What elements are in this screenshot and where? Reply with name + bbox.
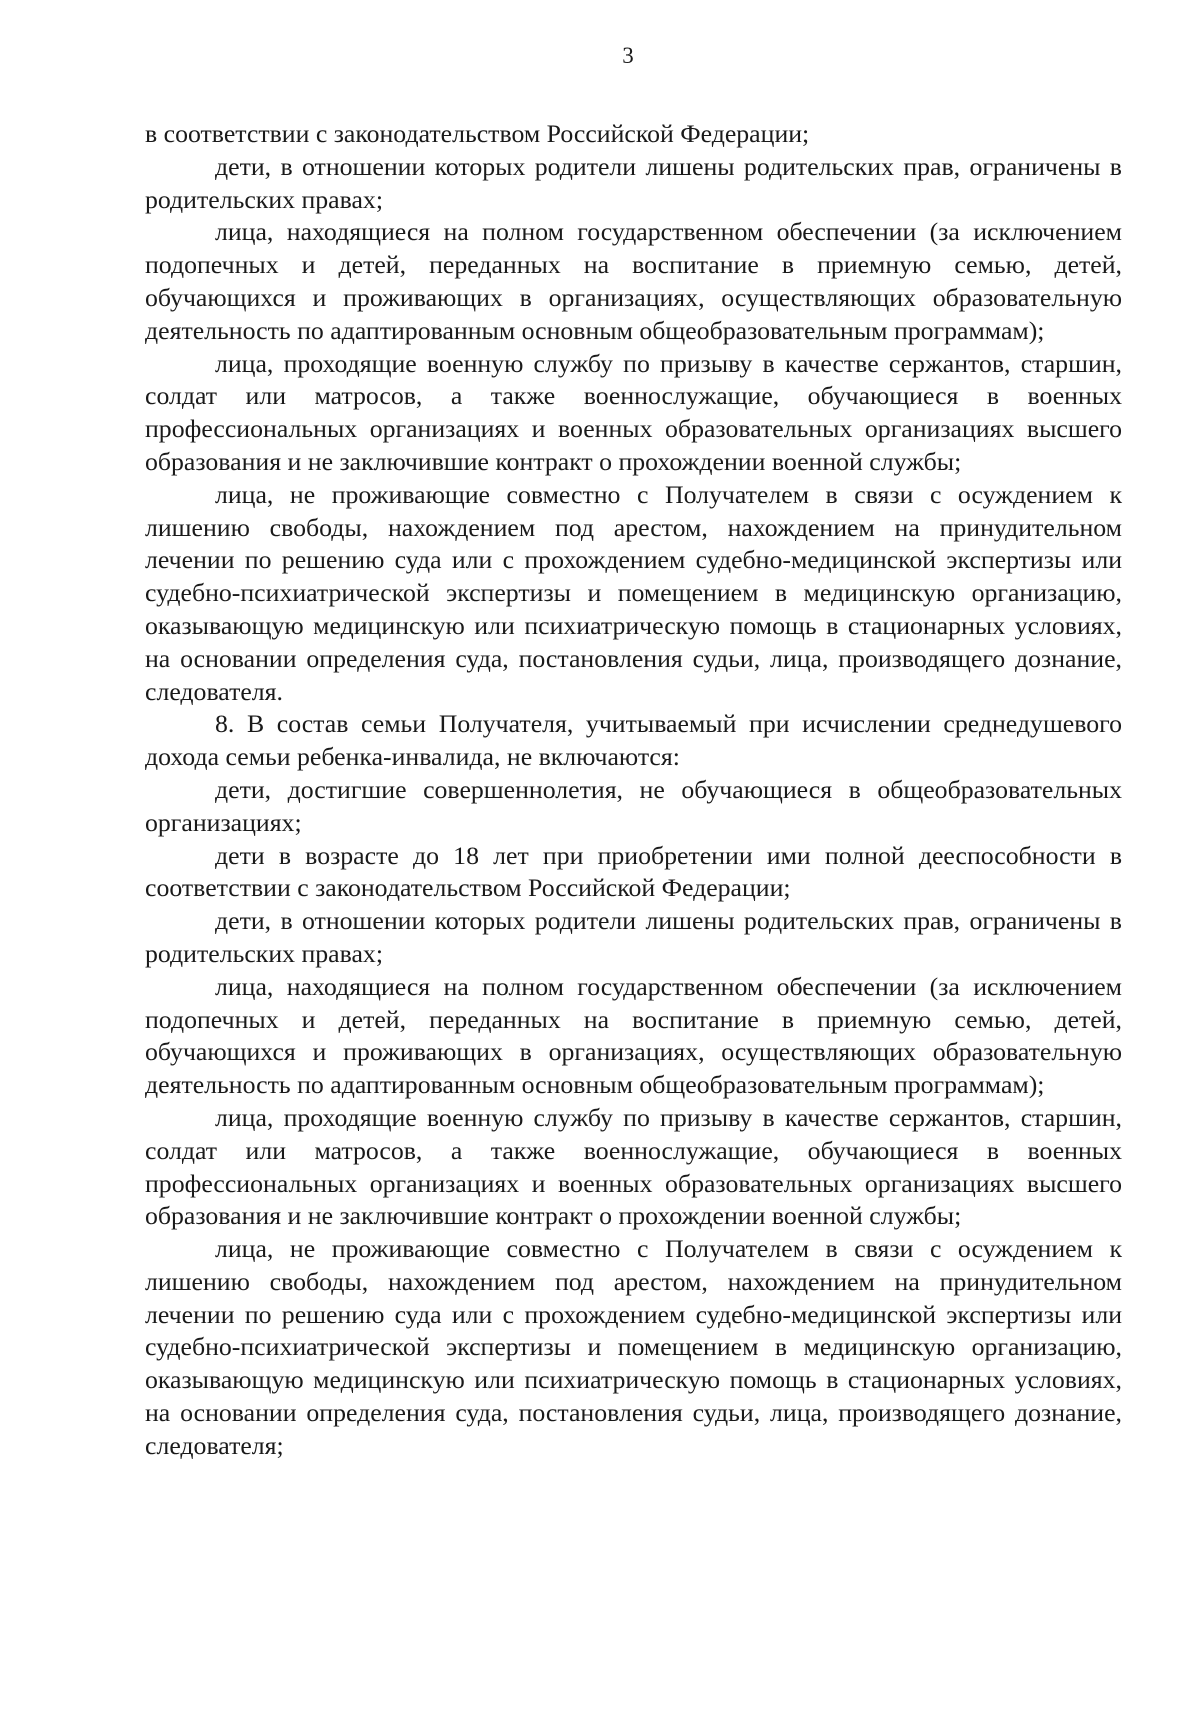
paragraph: дети в возрасте до 18 лет при приобретении ими полной дееспособности в соответствии с законодательством Российской Федерации; [145,840,1122,903]
paragraph: лица, проходящие военную службу по призыву в качестве сержантов, старшин, солдат или матросов, а также военнослужащие, обучающиеся в военных профессиональных организациях и военных образовательных организациях высшего образования и не заключившие контракт о прохождении военной службы; [145,348,1122,476]
paragraph: лица, не проживающие совместно с Получателем в связи с осуждением к лишению свободы, нахождением под арестом, нахождением на принудительном лечении по решению суда или с прохождением судебно-медицинской экспертизы или судебно-психиатрической экспертизы и помещением в медицинскую организацию, оказывающую медицинскую или психиатрическую помощь в стационарных условиях, на основании определения суда, постановления судьи, лица, производящего дознание, следователя; [145,1234,1122,1460]
paragraph: дети, достигшие совершеннолетия, не обучающиеся в общеобразовательных организациях; [145,774,1122,837]
paragraph: лица, находящиеся на полном государственном обеспечении (за исключением подопечных и детей, переданных на воспитание в приемную семью, детей, обучающихся и проживающих в организациях, осуществляющих образовательную деятельность по адаптированным основным общеобразовательным программам); [145,217,1122,345]
paragraph-continuation: в соответствии с законодательством Российской Федерации; [145,119,810,148]
paragraph: лица, проходящие военную службу по призыву в качестве сержантов, старшин, солдат или матросов, а также военнослужащие, обучающиеся в военных профессиональных организациях и военных образовательных организациях высшего образования и не заключившие контракт о прохождении военной службы; [145,1102,1122,1231]
page-number: 3 [622,43,634,68]
paragraph: дети, в отношении которых родители лишены родительских прав, ограничены в родительских правах; [145,906,1122,968]
paragraph: лица, находящиеся на полном государственном обеспечении (за исключением подопечных и детей, переданных на воспитание в приемную семью, детей, обучающихся и проживающих в организациях, осуществляющих образовательную деятельность по адаптированным основным общеобразовательным программам); [145,971,1122,1100]
paragraph: лица, не проживающие совместно с Получателем в связи с осуждением к лишению свободы, нахождением под арестом, нахождением на принудительном лечении по решению суда или с прохождением судебно-медицинской экспертизы или судебно-психиатрической экспертизы и помещением в медицинскую организацию, оказывающую медицинскую или психиатрическую помощь в стационарных условиях, на основании определения суда, постановления судьи, лица, производящего дознание, следователя. [145,479,1122,706]
paragraph: дети, в отношении которых родители лишены родительских прав, ограничены в родительских правах; [145,151,1122,214]
document-body [145,118,1122,1463]
paragraph-clause-8: 8. В состав семьи Получателя, учитываемый при исчислении среднедушевого дохода семьи ребенка-инвалида, не включаются: [145,709,1122,772]
